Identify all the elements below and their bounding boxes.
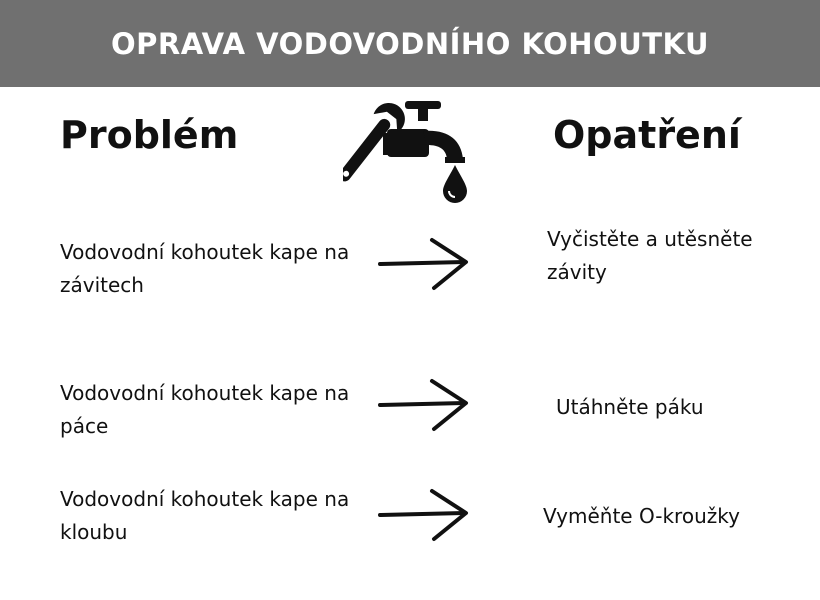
arrow-right-icon xyxy=(376,377,472,433)
problem-column-header: Problém xyxy=(60,113,239,157)
problem-text-3: Vodovodní kohoutek kape na kloubu xyxy=(60,487,350,544)
action-column-header: Opatření xyxy=(553,113,741,157)
action-text-1: Vyčistěte a utěsněte závity xyxy=(547,227,753,284)
page-title: OPRAVA VODOVODNÍHO KOHOUTKU xyxy=(110,26,710,61)
wrench-and-faucet-icon xyxy=(343,95,473,205)
problem-text-2: Vodovodní kohoutek kape na páce xyxy=(60,381,350,438)
problem-text-1: Vodovodní kohoutek kape na závitech xyxy=(60,240,350,297)
title-banner xyxy=(0,0,820,87)
action-text-2: Utáhněte páku xyxy=(556,395,704,419)
arrow-right-icon xyxy=(376,487,472,543)
action-text-3: Vyměňte O-kroužky xyxy=(543,504,740,528)
arrow-right-icon xyxy=(376,236,472,292)
